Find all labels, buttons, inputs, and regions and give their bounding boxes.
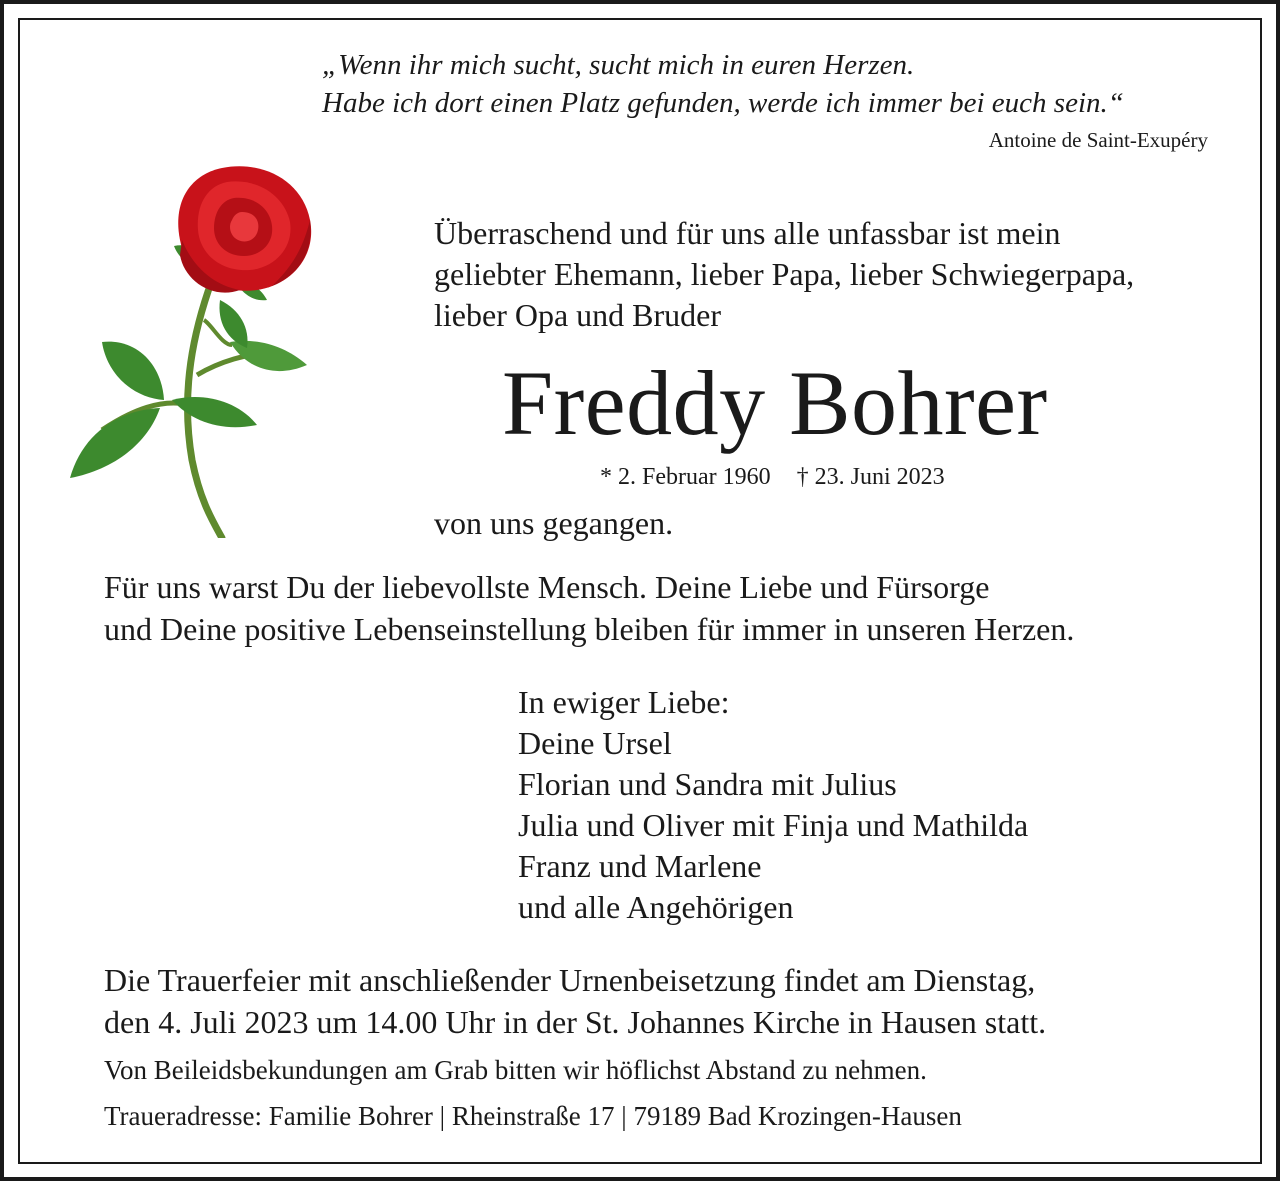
deceased-name: Freddy Bohrer [502, 352, 1048, 454]
intro-line: geliebter Ehemann, lieber Papa, lieber Schwiegerpapa, [434, 256, 1135, 292]
intro-line: Überraschend und für uns alle unfassbar ist mein [434, 215, 1061, 251]
quote-line-1: „Wenn ihr mich sucht, sucht mich in euren Herzen. [322, 49, 915, 81]
rose-icon [62, 160, 352, 538]
condolence-note: Von Beileidsbekundungen am Grab bitten wir höflichst Abstand zu nehmen. [104, 1055, 927, 1085]
signers-heading: In ewiger Liebe: [518, 684, 730, 720]
life-dates [600, 461, 945, 493]
intro-line: lieber Opa und Bruder [434, 297, 722, 333]
quote-line-2: Habe ich dort einen Platz gefunden, werde ich immer bei euch sein.“ [322, 87, 1124, 119]
signer: Florian und Sandra mit Julius [518, 766, 897, 802]
death-date: † 23. Juni 2023 [796, 464, 945, 490]
tribute-text [104, 566, 1074, 650]
signer: Franz und Marlene [518, 848, 762, 884]
service-line: Die Trauerfeier mit anschließender Urnenbeisetzung findet am Dienstag, [104, 962, 1036, 998]
signer: Deine Ursel [518, 725, 672, 761]
gone-text: von uns gegangen. [434, 505, 674, 541]
intro-text [434, 213, 1234, 336]
tribute-line: und Deine positive Lebenseinstellung bleiben für immer in unseren Herzen. [104, 611, 1075, 647]
birth-date: * 2. Februar 1960 [600, 464, 771, 490]
signer: Julia und Oliver mit Finja und Mathilda [518, 807, 1029, 843]
service-info [104, 959, 1046, 1043]
signer: und alle Angehörigen [518, 889, 794, 925]
quote-author: Antoine de Saint-Exupéry [988, 128, 1208, 152]
service-line: den 4. Juli 2023 um 14.00 Uhr in der St. Johannes Kirche in Hausen statt. [104, 1004, 1047, 1040]
signers-list [518, 682, 1028, 928]
tribute-line: Für uns warst Du der liebevollste Mensch. Deine Liebe und Fürsorge [104, 569, 990, 605]
mourning-address: Traueradresse: Familie Bohrer | Rheinstraße 17 | 79189 Bad Krozingen-Hausen [104, 1101, 962, 1131]
